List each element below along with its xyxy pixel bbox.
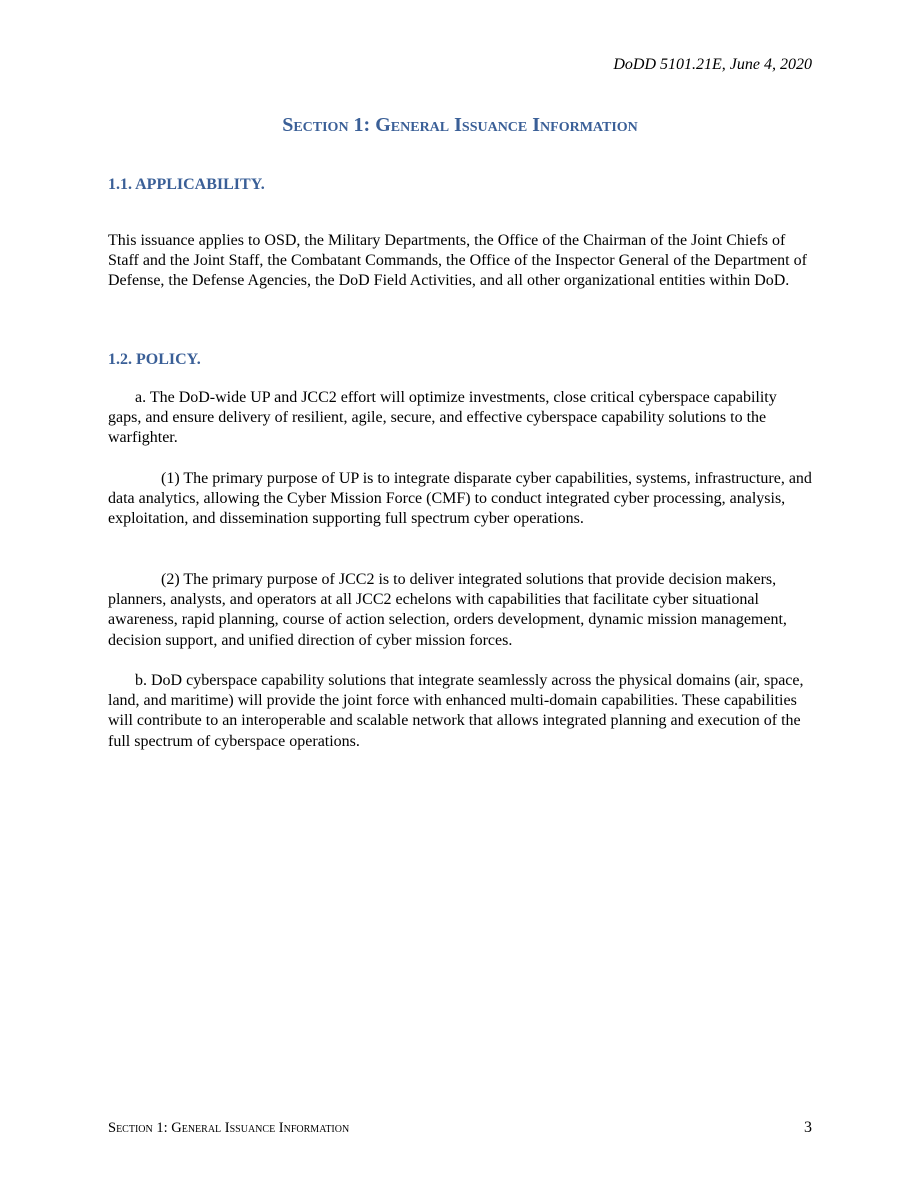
paragraph-policy-a-1: (1) The primary purpose of UP is to integrate disparate cyber capabilities, systems, infrastructure, and data analytics, allowing the Cyber Mission Force (CMF) to conduct integrated cyber processing, analysis, exploitation, and dissemination supporting full spectrum cyber operations. (108, 470, 812, 528)
paragraph-policy-b: b. DoD cyberspace capability solutions that integrate seamlessly across the physical domains (air, space, land, and maritime) will provide the joint force with enhanced multi-domain capabilities. These capabilities will contribute to an interoperable and scalable network that allows integrated planning and execution of the full spectrum of cyberspace operations. (108, 672, 804, 750)
section-title: Section 1: General Issuance Information (282, 114, 638, 136)
paragraph-applicability: This issuance applies to OSD, the Military Departments, the Office of the Chairman of the Joint Chiefs of Staff and the Joint Staff, the Combatant Commands, the Office of the Inspector General of the Department of Defense, the Defense Agencies, the DoD Field Activities, and all other organizational entities within DoD. (108, 232, 807, 290)
paragraph-policy-a-2: (2) The primary purpose of JCC2 is to deliver integrated solutions that provide decision makers, planners, analysts, and operators at all JCC2 echelons with capabilities that facilitate cyber situational awareness, rapid planning, course of action selection, orders development, dynamic mission management, decision support, and unified direction of cyber mission forces. (108, 571, 787, 649)
paragraph-policy-a: a. The DoD-wide UP and JCC2 effort will optimize investments, close critical cyberspace capability gaps, and ensure delivery of resilient, agile, secure, and effective cyberspace capability solutions to the warfighter. (108, 389, 777, 447)
heading-applicability: 1.1. APPLICABILITY. (108, 176, 265, 193)
heading-policy: 1.2. POLICY. (108, 351, 201, 368)
running-header: DoDD 5101.21E, June 4, 2020 (613, 56, 812, 73)
running-footer: Section 1: General Issuance Information (108, 1120, 350, 1136)
page-number: 3 (804, 1119, 812, 1136)
